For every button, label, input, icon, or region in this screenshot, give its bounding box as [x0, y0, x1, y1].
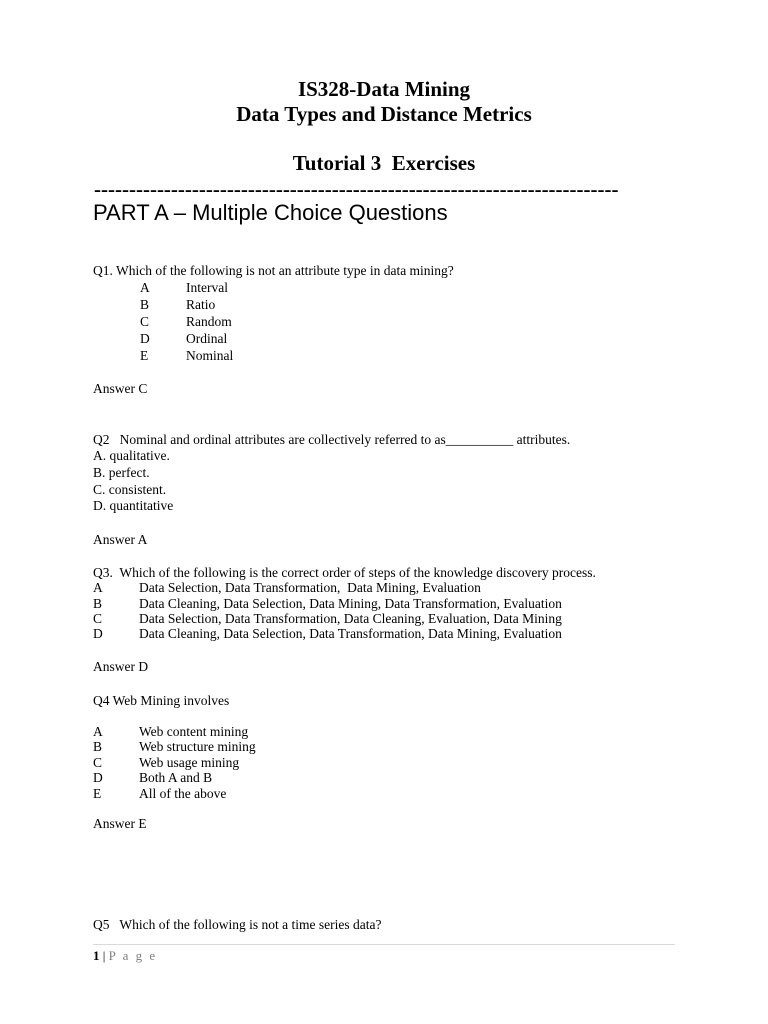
- q3-option-label: D: [93, 626, 103, 641]
- question-4: Q4 Web Mining involves: [93, 693, 230, 708]
- q4-option-text: Web content mining: [139, 724, 249, 739]
- q4-option-text: Both A and B: [139, 770, 213, 785]
- q3-option-label: C: [93, 611, 103, 626]
- q4-option-text: All of the above: [139, 786, 227, 801]
- dashed-divider: ---------------------------------------------------------------------------: [94, 177, 619, 201]
- q2-option: D. quantitative: [93, 498, 174, 513]
- question-2: Q2 Nominal and ordinal attributes are collectively referred to as__________ attributes.: [93, 432, 571, 447]
- q4-option-text: Web structure mining: [139, 739, 256, 754]
- q2-option: A. qualitative.: [93, 448, 170, 463]
- question-1: Q1. Which of the following is not an attribute type in data mining?: [93, 263, 454, 278]
- q1-option-label: B: [140, 297, 150, 312]
- q1-option-text: Ordinal: [186, 331, 228, 346]
- q1-answer: Answer C: [93, 381, 148, 396]
- q1-option-label: D: [140, 331, 150, 346]
- q2-option: B. perfect.: [93, 465, 150, 480]
- page-number: 1: [93, 948, 100, 963]
- tutorial-title: Tutorial 3 Exercises: [292, 151, 476, 175]
- q4-option-label: D: [93, 770, 103, 785]
- q3-option-text: Data Selection, Data Transformation, Data Mining, Evaluation: [139, 580, 481, 595]
- q4-option-label: A: [93, 724, 103, 739]
- q1-option-label: E: [140, 348, 149, 363]
- q1-option-label: A: [140, 280, 150, 295]
- q1-option-text: Nominal: [186, 348, 234, 363]
- q4-option-label: B: [93, 739, 103, 754]
- q1-option-text: Random: [186, 314, 232, 329]
- q1-option-text: Ratio: [186, 297, 216, 312]
- q3-option-label: B: [93, 596, 103, 611]
- question-3: Q3. Which of the following is the correct order of steps of the knowledge discovery process.: [93, 565, 596, 580]
- q3-option-text: Data Selection, Data Transformation, Data Cleaning, Evaluation, Data Mining: [139, 611, 562, 626]
- q3-option-text: Data Cleaning, Data Selection, Data Mining, Data Transformation, Evaluation: [139, 596, 562, 611]
- question-5: Q5 Which of the following is not a time series data?: [93, 917, 382, 932]
- q2-option: C. consistent.: [93, 482, 167, 497]
- topic-title: Data Types and Distance Metrics: [236, 102, 532, 126]
- page-footer: [93, 948, 157, 964]
- q4-option-label: E: [93, 786, 102, 801]
- footer-separator: |: [99, 948, 109, 963]
- q2-answer: Answer A: [93, 532, 148, 547]
- q3-option-text: Data Cleaning, Data Selection, Data Transformation, Data Mining, Evaluation: [139, 626, 562, 641]
- q4-answer: Answer E: [93, 816, 147, 831]
- q1-option-text: Interval: [186, 280, 228, 295]
- part-a-heading: PART A – Multiple Choice Questions: [93, 200, 448, 225]
- q4-option-text: Web usage mining: [139, 755, 240, 770]
- course-title: IS328-Data Mining: [297, 77, 471, 101]
- q3-option-label: A: [93, 580, 103, 595]
- page-word: P a g e: [108, 948, 158, 963]
- q1-option-label: C: [140, 314, 150, 329]
- q3-answer: Answer D: [93, 659, 149, 674]
- footer-divider: [93, 944, 675, 945]
- q4-option-label: C: [93, 755, 103, 770]
